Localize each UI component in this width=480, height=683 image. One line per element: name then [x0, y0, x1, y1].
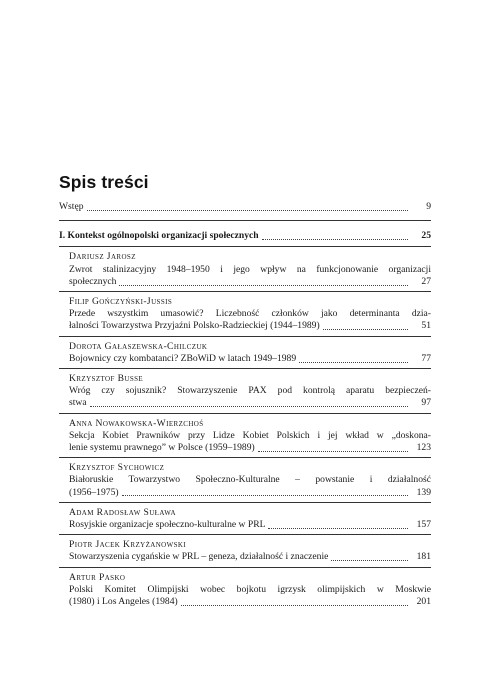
toc-entry-title: łalności Towarzystwa Przyjaźni Polsko-Radzieckiej (1944–1989) — [69, 320, 320, 332]
toc-entry-title: (1956–1975) — [69, 486, 119, 498]
toc-entry-author: Krzysztof Sychowicz — [69, 462, 165, 474]
toc-entry-title: Rosyjskie organizacje społeczno-kulturalne w PRL — [69, 519, 266, 531]
toc-entry-title-line — [69, 385, 431, 397]
toc-entry-title-line — [69, 264, 431, 276]
toc-entry-page: 139 — [416, 486, 431, 498]
toc-entry-author: Krzysztof Busse — [69, 373, 144, 385]
toc-entry-title-line — [69, 474, 431, 486]
toc-entry-title-line — [69, 442, 431, 454]
toc-entry-author: Dariusz Jarosz — [69, 251, 136, 263]
toc-entry-title-line — [69, 430, 431, 442]
toc-entry-author: Piotr Jacek Krzyżanowski — [69, 539, 187, 551]
toc-entry[interactable] — [59, 292, 431, 336]
toc-entry-title-line — [69, 596, 431, 608]
dot-leader — [268, 527, 408, 529]
toc-part-page: 25 — [421, 230, 431, 242]
toc-entry[interactable] — [59, 369, 431, 413]
toc-part-title: I. Kontekst ogólnopolski organizacji społecznych — [59, 230, 259, 242]
toc-part-row[interactable] — [59, 221, 431, 246]
toc-entry-page: 51 — [421, 320, 431, 332]
toc-intro-row[interactable] — [59, 201, 431, 220]
toc-entry-author: Anna Nowakowska-Wierzchoś — [69, 417, 204, 429]
toc-entry-title: Bojownicy czy kombatanci? ZBoWiD w latach 1949–1989 — [69, 352, 297, 364]
toc-entry-author: Adam Radosław Suława — [69, 506, 176, 518]
toc-entry-title: społecznych — [69, 275, 117, 287]
toc-entry-title: Zwrot stalinizacyjny 1948–1950 i jego wpływ na funkcjonowanie organizacji — [69, 263, 431, 275]
toc-entry-title-line — [69, 397, 431, 409]
dot-leader — [299, 361, 408, 363]
toc-entry-title-line — [69, 584, 431, 596]
toc-entry-title-line — [69, 320, 431, 332]
toc-entry-title-line — [69, 276, 431, 288]
toc-entry-title: (1980) i Los Angeles (1984) — [69, 596, 178, 608]
dot-leader — [90, 405, 408, 407]
dot-leader — [262, 238, 408, 240]
toc-entry-page: 27 — [421, 275, 431, 287]
toc-entry[interactable] — [59, 247, 431, 291]
page-title: Spis treści — [59, 172, 149, 192]
toc-entry-title: Stowarzyszenia cygańskie w PRL – geneza, działalność i znaczenie — [69, 551, 329, 563]
toc-intro-page: 9 — [426, 201, 431, 212]
dot-leader — [258, 450, 408, 452]
toc-entry-title: lenie systemu prawnego” w Polsce (1959–1989) — [69, 442, 255, 454]
toc-entry-page: 181 — [416, 551, 431, 563]
toc-entry-title-line — [69, 519, 431, 531]
toc-entry[interactable] — [59, 503, 431, 534]
toc-entry-title: Białoruskie Towarzystwo Społeczno-Kulturalne – powstanie i działalność — [69, 474, 431, 486]
toc-entry-author: Filip Gończyński-Jussis — [69, 296, 173, 308]
dot-leader — [181, 604, 408, 606]
toc-entry-page: 123 — [416, 442, 431, 454]
toc-entry-page: 77 — [421, 352, 431, 364]
toc-intro-title: Wstęp — [59, 201, 84, 212]
toc-entry-title-line — [69, 551, 431, 563]
toc-entry-title: Wróg czy sojusznik? Stowarzyszenie PAX pod kontrolą aparatu bezpieczeń- — [69, 385, 431, 397]
toc-entry-title: Polski Komitet Olimpijski wobec bojkotu igrzysk olimpijskich w Moskwie — [69, 583, 431, 595]
toc-entry-page: 157 — [416, 519, 431, 531]
toc-entry[interactable] — [59, 414, 431, 458]
dot-leader — [122, 494, 408, 496]
toc-entry-page: 97 — [421, 397, 431, 409]
toc-entry-page: 201 — [416, 596, 431, 608]
toc-entry-title-line — [69, 353, 431, 365]
dot-leader — [323, 328, 408, 330]
toc-entry-title: Sekcja Kobiet Prawników przy Lidze Kobiet Polskich i jej wkład w „doskona- — [69, 429, 431, 441]
toc-entry-title-line — [69, 308, 431, 320]
dot-leader — [331, 559, 408, 561]
toc-entry[interactable] — [59, 568, 431, 612]
table-of-contents — [59, 201, 431, 611]
toc-entry[interactable] — [59, 458, 431, 502]
toc-entry-author: Dorota Gałaszewska-Chilczuk — [69, 340, 208, 352]
toc-entries — [59, 246, 431, 611]
toc-entry-title: Przede wszystkim umasowić? Liczebność członków jako determinanta dzia- — [69, 308, 431, 320]
toc-entry[interactable] — [59, 535, 431, 566]
toc-entry[interactable] — [59, 337, 431, 368]
toc-entry-author: Artur Pasko — [69, 571, 126, 583]
dot-leader — [87, 209, 408, 211]
toc-entry-title: stwa — [69, 397, 87, 409]
toc-entry-title-line — [69, 487, 431, 499]
dot-leader — [119, 284, 408, 286]
